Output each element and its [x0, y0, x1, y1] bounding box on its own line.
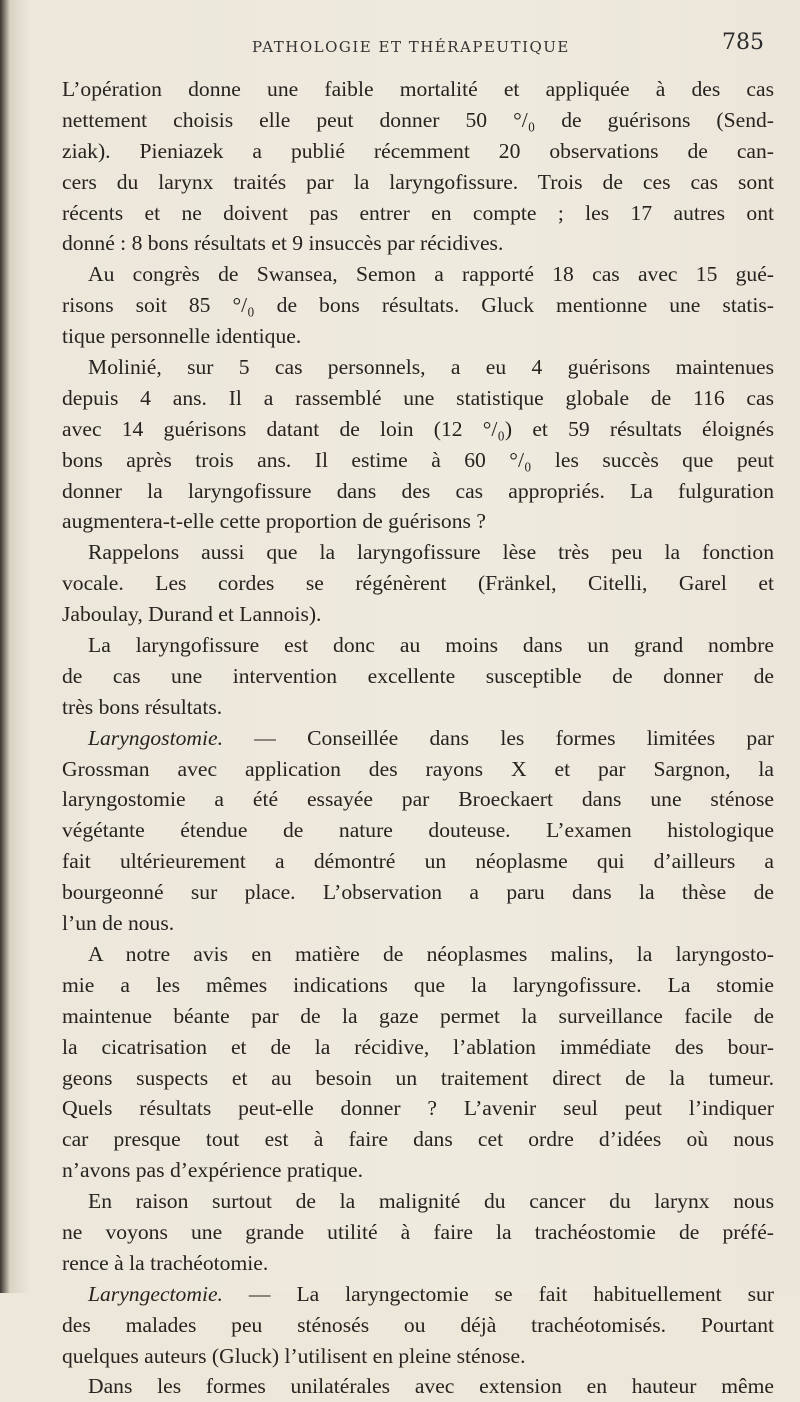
line-text: nettement choisis elle peut donner 50 °/₀ de guérisons (Send- — [62, 107, 774, 132]
text-line — [62, 1186, 774, 1217]
line-text: A notre avis en matière de néoplasmes malins, la laryngosto- — [88, 941, 774, 966]
text-line — [62, 1124, 774, 1155]
text-line — [62, 1155, 774, 1186]
text-line — [62, 1217, 774, 1248]
line-text: depuis 4 ans. Il a rassemblé une statistique globale de 116 cas — [62, 385, 774, 410]
line-text: laryngostomie a été essayée par Broeckaert dans une sténose — [62, 787, 774, 812]
line-text: l’un de nous. — [62, 911, 175, 936]
text-line — [62, 352, 774, 383]
line-text: de cas une intervention excellente susceptible de donner de — [62, 663, 774, 688]
line-text: des malades peu sténosés ou déjà trachéotomisés. Pourtant — [62, 1312, 774, 1337]
line-text: car presque tout est à faire dans cet ordre d’idées où nous — [62, 1127, 774, 1152]
text-line — [62, 136, 774, 167]
line-text: Dans les formes unilatérales avec extension en hauteur même — [88, 1374, 774, 1399]
text-line — [62, 970, 774, 1001]
text-line — [62, 939, 774, 970]
line-text: risons soit 85 °/₀ de bons résultats. Gluck mentionne une statis- — [62, 293, 774, 318]
text-line — [62, 167, 774, 198]
running-head: PATHOLOGIE ET THÉRAPEUTIQUE — [252, 38, 570, 56]
text-line — [62, 1001, 774, 1032]
line-text: quelques auteurs (Gluck) l’utilisent en pleine sténose. — [62, 1343, 526, 1368]
line-text: la cicatrisation et de la récidive, l’ablation immédiate des bour- — [62, 1034, 774, 1059]
line-text: donner la laryngofissure dans des cas appropriés. La fulguration — [62, 478, 774, 503]
text-line — [62, 1310, 774, 1341]
line-text: — La laryngectomie se fait habituellement sur — [222, 1281, 774, 1306]
text-line — [62, 1032, 774, 1063]
text-line — [62, 198, 774, 229]
text-line — [62, 784, 774, 815]
line-text: bons après trois ans. Il estime à 60 °/₀ les succès que peut — [62, 447, 774, 472]
line-text: ne voyons une grande utilité à faire la trachéostomie de préfé- — [62, 1219, 774, 1244]
text-line — [62, 754, 774, 785]
text-line — [62, 1093, 774, 1124]
text-line — [62, 476, 774, 507]
page-number: 785 — [722, 30, 764, 55]
section-heading: Laryngostomie. — [88, 725, 223, 750]
text-line — [62, 1063, 774, 1094]
line-text: geons suspects et au besoin un traitement direct de la tumeur. — [62, 1065, 774, 1090]
line-text: végétante étendue de nature douteuse. L’examen histologique — [62, 818, 774, 843]
text-line — [62, 723, 774, 754]
line-text: Au congrès de Swansea, Semon a rapporté 18 cas avec 15 gué- — [88, 262, 774, 287]
text-line — [62, 1248, 774, 1279]
text-line — [62, 414, 774, 445]
line-text: maintenue béante par de la gaze permet la surveillance facile de — [62, 1003, 774, 1028]
text-line — [62, 105, 774, 136]
text-line — [62, 599, 774, 630]
line-text: donné : 8 bons résultats et 9 insuccès par récidives. — [62, 231, 504, 256]
text-line — [62, 537, 774, 568]
line-text: cers du larynx traités par la laryngofissure. Trois de ces cas sont — [62, 169, 774, 194]
line-text: L’opération donne une faible mortalité et appliquée à des cas — [62, 77, 774, 101]
line-text: très bons résultats. — [62, 694, 223, 719]
text-line — [62, 321, 774, 352]
line-text: Rappelons aussi que la laryngofissure lèse très peu la fonction — [88, 540, 774, 565]
line-text: avec 14 guérisons datant de loin (12 °/₀) et 59 résultats éloignés — [62, 416, 774, 441]
line-text: ziak). Pieniazek a publié récemment 20 observations de can- — [62, 138, 774, 163]
text-line — [62, 846, 774, 877]
text-line — [62, 692, 774, 723]
text-line — [62, 661, 774, 692]
line-text: Quels résultats peut-elle donner ? L’avenir seul peut l’indiquer — [62, 1096, 774, 1121]
text-line — [62, 815, 774, 846]
text-line — [62, 877, 774, 908]
line-text: vocale. Les cordes se régénèrent (Fränkel, Citelli, Garel et — [62, 571, 774, 596]
line-text: — Conseillée dans les formes limitées par — [222, 725, 774, 750]
section-heading: Laryngectomie. — [88, 1281, 223, 1306]
text-line — [62, 383, 774, 414]
line-text: augmentera-t-elle cette proportion de guérisons ? — [62, 509, 486, 534]
text-line — [62, 1371, 774, 1402]
page-header — [64, 30, 770, 64]
text-line — [62, 568, 774, 599]
text-line — [62, 74, 774, 105]
text-line — [62, 1341, 774, 1372]
text-line — [62, 445, 774, 476]
line-text: récents et ne doivent pas entrer en compte ; les 17 autres ont — [62, 200, 774, 225]
line-text: Jaboulay, Durand et Lannois). — [62, 602, 322, 627]
line-text: Grossman avec application des rayons X et par Sargnon, la — [62, 756, 774, 781]
text-line — [62, 630, 774, 661]
text-line — [62, 290, 774, 321]
line-text: Molinié, sur 5 cas personnels, a eu 4 guérisons maintenues — [88, 355, 774, 380]
line-text: rence à la trachéotomie. — [62, 1250, 269, 1275]
text-line — [62, 228, 774, 259]
text-line — [62, 1279, 774, 1310]
line-text: tique personnelle identique. — [62, 324, 302, 349]
line-text: mie a les mêmes indications que la laryngofissure. La stomie — [62, 972, 774, 997]
text-line — [62, 908, 774, 939]
text-line — [62, 259, 774, 290]
line-text: La laryngofissure est donc au moins dans un grand nombre — [88, 633, 774, 658]
body-text — [62, 74, 774, 1402]
line-text: fait ultérieurement a démontré un néoplasme qui d’ailleurs a — [62, 849, 774, 874]
line-text: En raison surtout de la malignité du cancer du larynx nous — [88, 1189, 774, 1214]
line-text: bourgeonné sur place. L’observation a paru dans la thèse de — [62, 880, 774, 905]
line-text: n’avons pas d’expérience pratique. — [62, 1158, 363, 1183]
text-line — [62, 506, 774, 537]
